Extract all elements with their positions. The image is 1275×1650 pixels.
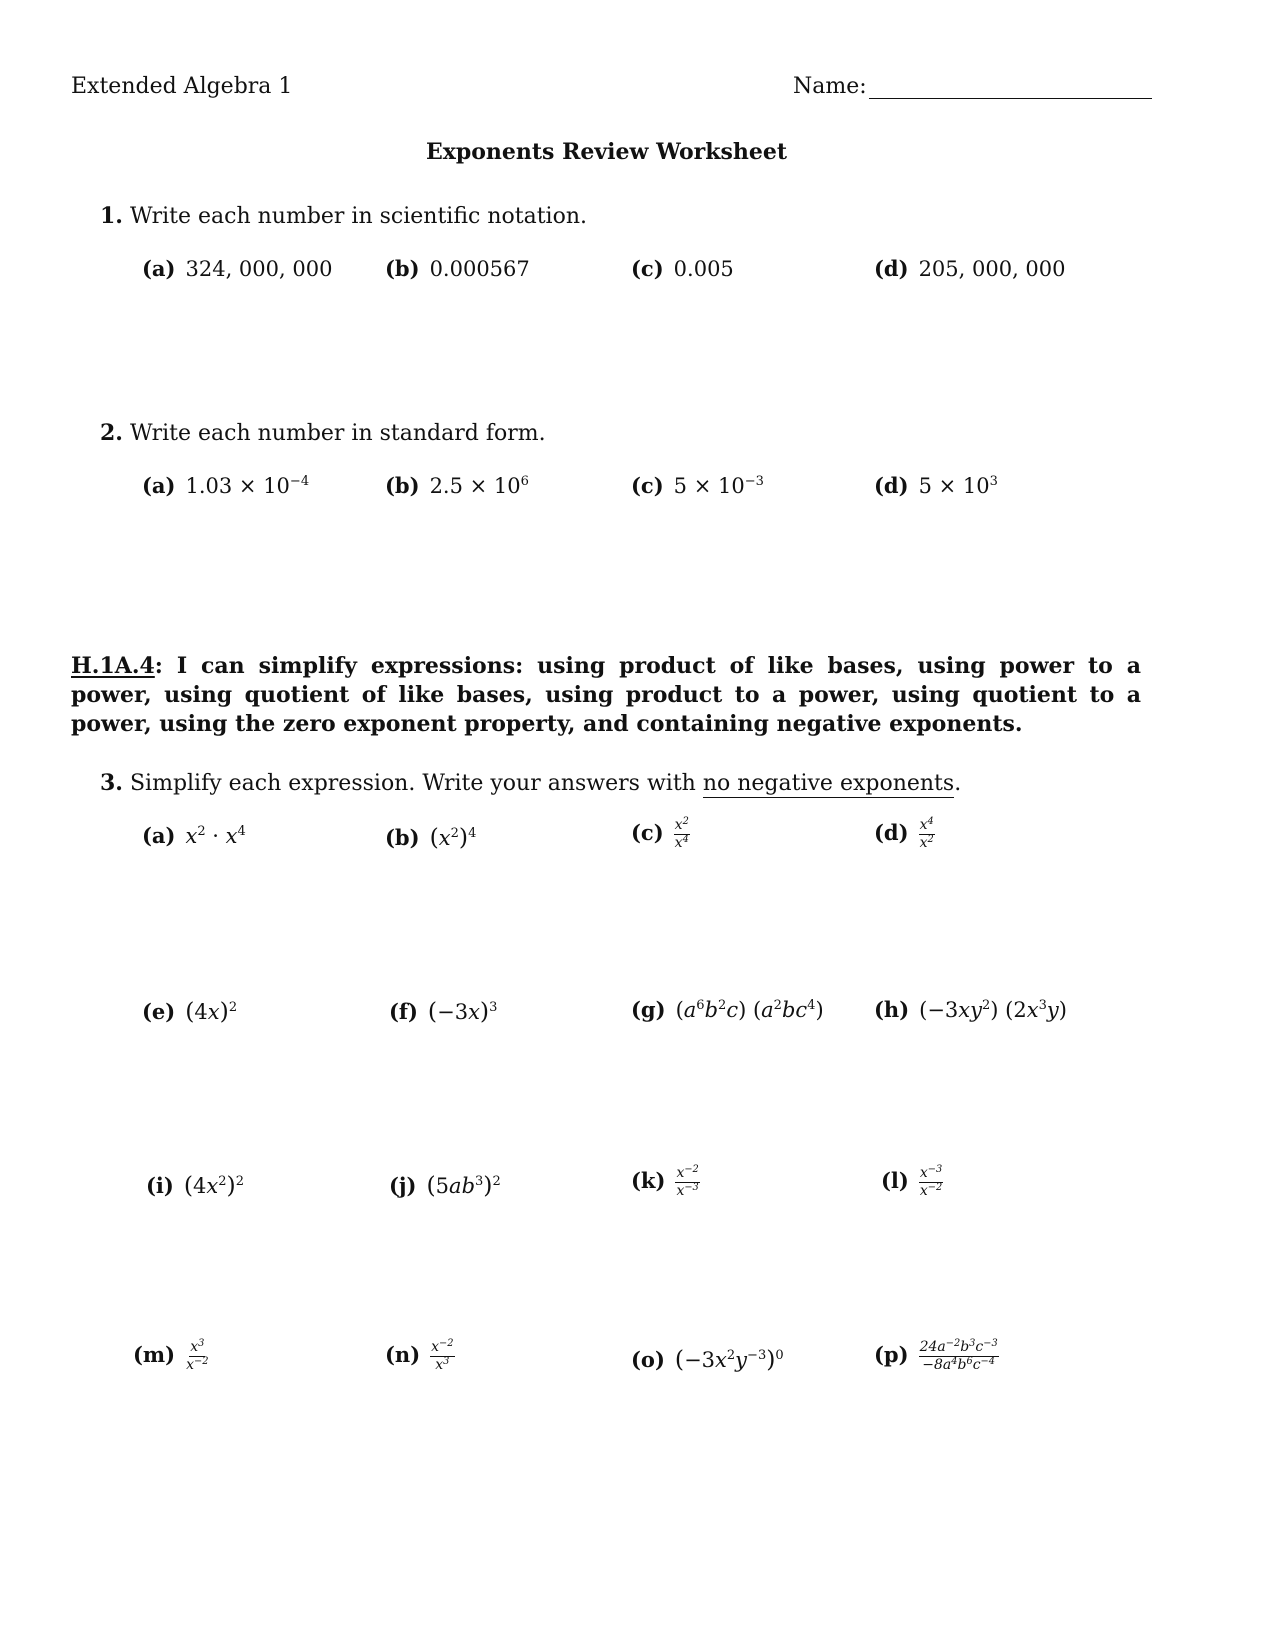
q3-item-f: (f) $(-3x)^3$ bbox=[389, 997, 498, 1025]
fraction: $\frac{x^3}{x^{-2}}$ bbox=[186, 1338, 209, 1373]
q3-item-a: (a) $x^2 \cdot x^4$ bbox=[142, 823, 246, 848]
q2-item-c: (c) $5 \times 10^{-3}$ bbox=[631, 473, 764, 498]
q3-item-d: (d) $\frac{x^4}{x^2}$ bbox=[874, 816, 934, 851]
question-3-prompt-end: . bbox=[954, 771, 962, 796]
fraction: $\frac{x^2}{x^4}$ bbox=[674, 816, 689, 851]
fraction: $\frac{x^{-2}}{x^{-3}}$ bbox=[676, 1164, 699, 1199]
name-field[interactable] bbox=[793, 74, 1152, 99]
q2-item-b: (b) $2.5 \times 10^6$ bbox=[385, 473, 529, 498]
q1-item-c: (c) 0.005 bbox=[631, 256, 734, 281]
q2-item-d: (d) $5 \times 10^3$ bbox=[874, 473, 998, 498]
fraction: $\frac{x^{-3}}{x^{-2}}$ bbox=[919, 1164, 943, 1199]
q3-item-c: (c) $\frac{x^2}{x^4}$ bbox=[631, 816, 689, 851]
q3-item-o: (o) $(-3x^2y^{-3})^0$ bbox=[631, 1345, 784, 1373]
question-1 bbox=[100, 203, 587, 229]
q3-item-i: (i) $(4x^2)^2$ bbox=[146, 1171, 245, 1199]
question-2-number: 2. bbox=[100, 420, 123, 446]
course-title: Extended Algebra 1 bbox=[71, 74, 293, 99]
standard-text: : I can simplify expressions: using product of like bases, using power to a power, using quotient of like bases, using product to a power, using quotient to a power, using the zero exponent property, and containing negative exponents. bbox=[71, 653, 1141, 737]
q3-item-e: (e) $(4x)^2$ bbox=[142, 997, 238, 1025]
q3-item-h: (h) $(-3xy^2)$ $(2x^3y)$ bbox=[874, 997, 1067, 1022]
question-1-number: 1. bbox=[100, 203, 123, 229]
q3-item-p: (p) $\frac{24a^{-2}b^3c^{-3}}{-8a^4b^6c^{-4}}$ bbox=[874, 1338, 998, 1373]
q3-item-l: (l) $\frac{x^{-3}}{x^{-2}}$ bbox=[881, 1164, 943, 1199]
q2-item-a: (a) $1.03 \times 10^{-4}$ bbox=[142, 473, 310, 498]
standard-code: H.1A.4 bbox=[71, 653, 155, 679]
learning-standard bbox=[71, 652, 1141, 739]
q3-item-m: (m) $\frac{x^3}{x^{-2}}$ bbox=[133, 1338, 209, 1373]
fraction: $\frac{x^{-2}}{x^3}$ bbox=[431, 1338, 454, 1373]
question-3-prompt-start: Simplify each expression. Write your answers with bbox=[129, 771, 703, 796]
fraction: $\frac{24a^{-2}b^3c^{-3}}{-8a^4b^6c^{-4}}$ bbox=[919, 1338, 998, 1373]
q3-item-j: (j) $(5ab^3)^2$ bbox=[389, 1171, 501, 1199]
name-blank-line[interactable] bbox=[869, 78, 1152, 99]
q3-item-k: (k) $\frac{x^{-2}}{x^{-3}}$ bbox=[631, 1164, 699, 1199]
question-2 bbox=[100, 420, 546, 446]
question-2-prompt: Write each number in standard form. bbox=[129, 421, 546, 446]
q1-item-a: (a) 324, 000, 000 bbox=[142, 256, 333, 281]
name-label: Name: bbox=[793, 74, 867, 99]
question-3-prompt-underlined: no negative exponents bbox=[702, 771, 955, 796]
q3-item-g: (g) $(a^6b^2c)$ $(a^2bc^4)$ bbox=[631, 997, 824, 1022]
q1-item-d: (d) 205, 000, 000 bbox=[874, 256, 1066, 281]
question-1-prompt: Write each number in scientific notation. bbox=[129, 204, 587, 229]
q1-item-b: (b) 0.000567 bbox=[385, 256, 530, 281]
question-3 bbox=[100, 770, 961, 796]
worksheet-title: Exponents Review Worksheet bbox=[425, 139, 788, 165]
question-3-number: 3. bbox=[100, 770, 123, 796]
fraction: $\frac{x^4}{x^2}$ bbox=[919, 816, 934, 851]
q3-item-b: (b) $(x^2)^4$ bbox=[385, 823, 477, 851]
q3-item-n: (n) $\frac{x^{-2}}{x^3}$ bbox=[385, 1338, 454, 1373]
